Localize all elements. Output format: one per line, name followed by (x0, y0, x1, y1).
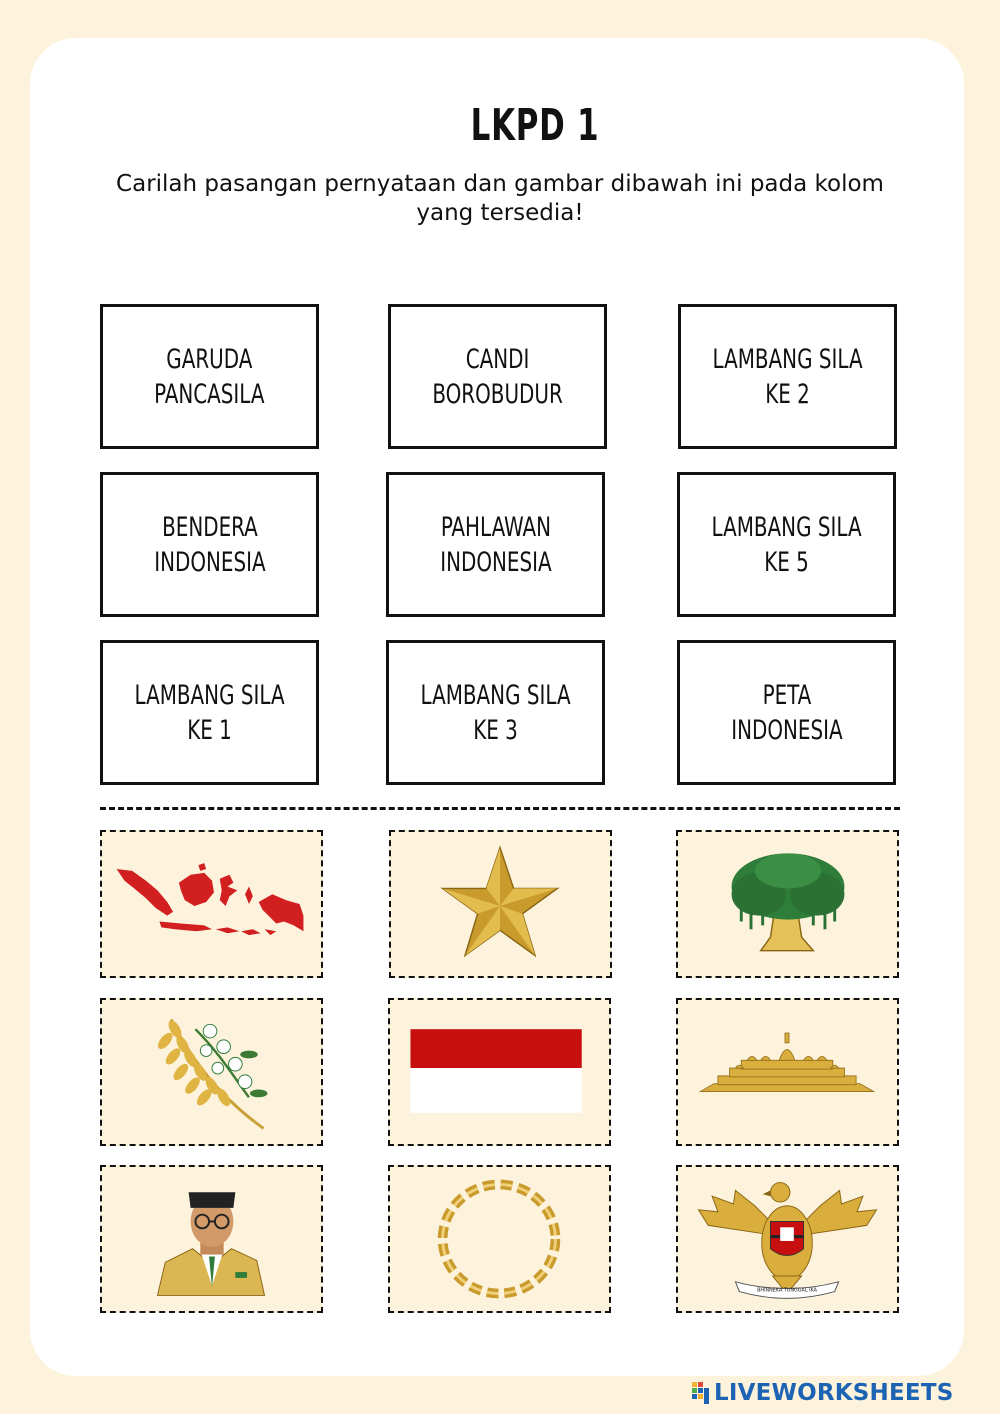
card-label: LAMBANG SILA KE 1 (134, 679, 285, 746)
statement-card-borobudur[interactable] (388, 304, 607, 449)
picture-tile-flag[interactable] (388, 998, 611, 1146)
hero-portrait-icon (102, 1167, 321, 1311)
banyan-tree-icon (678, 832, 897, 976)
card-label: LAMBANG SILA KE 3 (420, 679, 571, 746)
card-label: LAMBANG SILA KE 2 (712, 343, 863, 410)
card-label: LAMBANG SILA KE 5 (711, 511, 862, 578)
picture-tile-chain[interactable] (388, 1165, 611, 1313)
garuda-emblem-icon (678, 1167, 897, 1311)
picture-tile-hero[interactable] (100, 1165, 323, 1313)
card-label: BENDERA INDONESIA (153, 511, 266, 578)
gold-star-icon (391, 832, 610, 976)
picture-tile-garuda[interactable] (676, 1165, 899, 1313)
cut-line-divider (100, 807, 900, 810)
picture-tile-star[interactable] (389, 830, 612, 978)
card-label: GARUDA PANCASILA (154, 343, 265, 410)
red-white-flag-icon (390, 1000, 609, 1144)
chain-icon (390, 1167, 609, 1311)
card-label: CANDI BOROBUDUR (432, 343, 563, 410)
picture-tile-rice-cotton[interactable] (100, 998, 323, 1146)
statement-card-hero[interactable] (386, 472, 605, 617)
liveworksheets-mark-icon (692, 1382, 710, 1404)
statement-card-sila-3[interactable] (386, 640, 605, 785)
statement-card-map[interactable] (677, 640, 896, 785)
picture-tile-borobudur[interactable] (676, 998, 899, 1146)
statement-card-sila-5[interactable] (677, 472, 896, 617)
card-label: PAHLAWAN INDONESIA (439, 511, 552, 578)
garuda-motto: BHINNEKA TUNGGAL IKA (757, 1287, 817, 1294)
brand-name: LIVEWORKSHEETS (714, 1380, 954, 1406)
statement-card-sila-2[interactable] (678, 304, 897, 449)
card-label: PETA INDONESIA (730, 679, 843, 746)
liveworksheets-logo (692, 1378, 953, 1408)
statement-card-garuda[interactable] (100, 304, 319, 449)
indonesia-map-icon (102, 832, 321, 976)
page-title: LKPD 1 (470, 100, 600, 151)
borobudur-temple-icon (678, 1000, 897, 1144)
picture-tile-tree[interactable] (676, 830, 899, 978)
statement-card-sila-1[interactable] (100, 640, 319, 785)
rice-cotton-icon (102, 1000, 321, 1144)
statement-card-flag[interactable] (100, 472, 319, 617)
picture-tile-map[interactable] (100, 830, 323, 978)
instruction-text: Carilah pasangan pernyataan dan gambar dibawah ini pada kolom yang tersedia! (116, 171, 884, 226)
